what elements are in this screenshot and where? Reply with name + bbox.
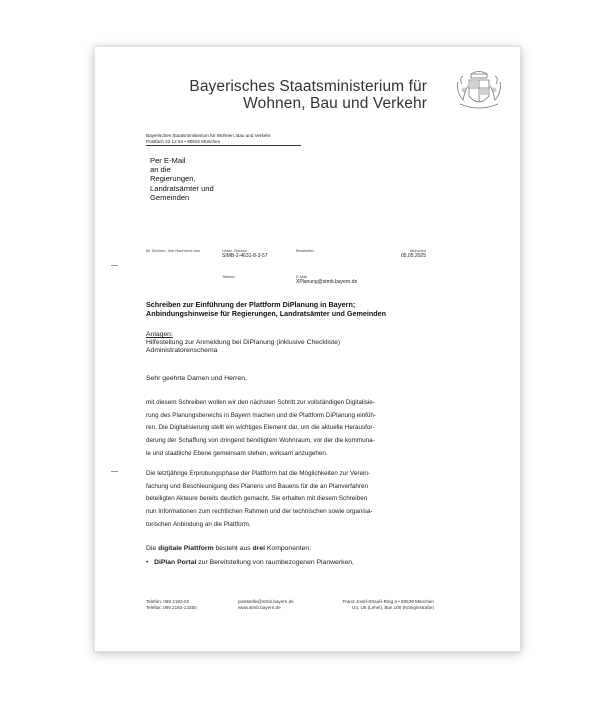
footer-fax: Telefax: 089 2192-13350 [146,604,197,610]
paragraph-line: torischen Anbindung an die Plattform. [146,520,251,528]
footer-contact-web [238,599,294,611]
sender-line1: Bayerisches Staatsministerium für Wohnen, Bau und Verkehr [146,133,271,138]
recipient-line: Regierungen, [150,174,196,184]
subject-line2: Anbindungshinweise für Regierungen, Landratsämter und Gemeinden [146,308,387,318]
recipient-line: Gemeinden [150,192,190,202]
punch-mark [111,471,118,472]
footer-transit: U4, U5 (Lehel), Bus 100 (Königinstraße) [352,604,434,610]
sender-line2: Postfach 22 12 53 • 80502 München [146,139,221,144]
components-prefix: Die [146,545,159,552]
letter-date: 05.05.2025 [400,253,426,259]
recipient-line: Landratsämter und [150,183,214,193]
paragraph-line: nun Informationen zum rechtlichen Rahmen und der technischen sowie organisa- [146,508,373,516]
city-label: München [409,248,426,253]
phone-label: Telefon [222,274,235,279]
attachments [146,331,466,356]
subject-line1: Schreiben zur Einführung der Plattform DiPlanung in Bayern; [146,300,356,309]
paragraph-2 [146,468,466,532]
paragraph-line: derung der Schaffung von dringend benötigtem Wohnraum, vor der die kommuna- [146,437,375,445]
paragraph-line: beteiligten Akteure bereits deutlich gemacht. Sie erhalten mit diesem Schreiben [146,495,368,503]
components-platform: digitale Plattform [158,545,214,552]
footer-contact-phone [146,599,197,611]
recipient-line: an die [150,165,171,175]
our-reference-label: Unser Zeichen [222,248,248,253]
letter-page [94,46,521,652]
components-intro [146,545,311,553]
component-name: DiPlan Portal [154,559,197,566]
component-description: zur Bereitstellung von raumbezogenen Planwerken, [196,559,354,566]
paragraph-1 [146,397,466,461]
footer-phone: Telefon: 089 2192-02 [146,599,190,604]
components-suffix: Komponenten: [265,545,312,552]
footer-email: poststelle@stmb.bayern.de [238,599,294,604]
clerk-label: Bearbeiter [296,248,314,253]
recipient-line: Per E-Mail [150,156,186,165]
ministry-name [187,78,427,112]
paragraph-line: fachung und Beschleunigung des Planens und Bauens für die an Planverfahren [146,482,368,490]
paragraph-line: rung des Planungsbereichs in Bayern machen und die Plattform DiPlanung einfüh- [146,411,376,419]
greeting: Sehr geehrte Damen und Herren, [146,375,247,382]
footer-address: Franz-Josef-Strauß-Ring 4 • 80539 München [342,599,434,604]
sender-address [146,133,271,145]
paragraph-line: mit diesem Schreiben wollen wir den nächsten Schritt zur vollständigen Digitalisie- [146,399,375,406]
email-label: E-Mail [296,274,308,279]
attachments-heading: Anlagen: [146,331,173,338]
email-value: XPlanung@stmb.bayern.de [296,279,358,285]
recipient-block [150,156,214,202]
paragraph-line: le und staatliche Ebene gemeinsam stehen, wirksam anzugehen. [146,449,328,457]
paragraph-line: ren. Die Digitalisierung stellt ein wichtiges Element dar, um die aktuelle Herausfor- [146,424,375,432]
footer-address-block [343,599,435,611]
attachment-item: Administratorenschema [146,347,218,355]
components-count: drei [252,545,265,552]
subject [146,301,466,319]
your-reference-label: Ihr Zeichen, Ihre Nachricht vom [146,248,201,253]
ministry-name-line2: Wohnen, Bau und Verkehr [243,95,427,112]
bullet-symbol: • [146,559,149,566]
paragraph-line: Die letztjährige Erprobungsphase der Plattform hat die Möglichkeiten zur Verein- [146,470,371,477]
sender-rule [146,145,301,146]
components-middle: besteht aus [213,545,253,552]
fold-mark [111,265,118,266]
component-list-item [146,559,354,567]
bavarian-coat-of-arms-icon [454,68,504,114]
ministry-name-line1: Bayerisches Staatsministerium für [189,78,427,95]
attachment-item: Hilfestellung zur Anmeldung bei DiPlanung (inklusive Checkliste) [146,339,341,347]
our-reference-value: SIMB-2-4631-8-3-57 [222,253,268,259]
footer-web: www.stmb.bayern.de [238,604,281,610]
